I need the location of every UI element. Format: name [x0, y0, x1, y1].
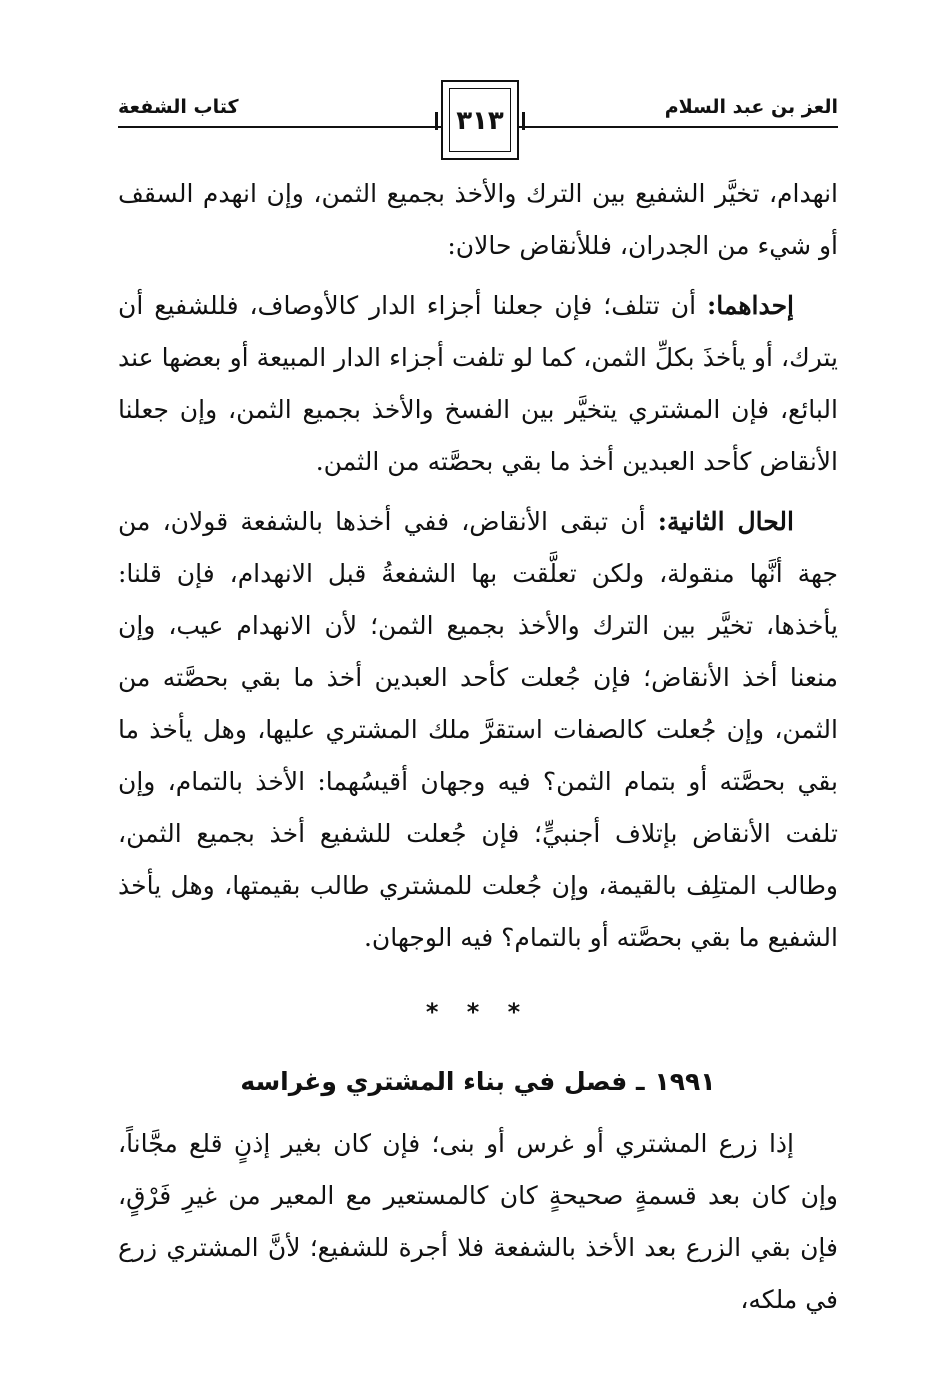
paragraph-lead: الحال الثانية: [657, 507, 794, 536]
section-heading [118, 1056, 838, 1108]
header-book-title: كتاب الشفعة [118, 96, 239, 118]
paragraph [118, 280, 838, 488]
paragraph: إذا زرع المشتري أو غرس أو بنى؛ فإن كان بغير إذنٍ قلع مجَّاناً، وإن كان بعد قسمةٍ صحيحةٍ كان كالمستعير مع المعير من غيرِ فَرْقٍ، فإن بقي الزرع بعد الأخذ بالشفعة فلا أجرة للشفيع؛ لأنَّ المشتري زرع في ملكه، [118, 1129, 838, 1314]
header-author: العز بن عبد السلام [664, 96, 838, 118]
paragraph [118, 496, 838, 964]
paragraph: انهدام، تخيَّر الشفيع بين الترك والأخذ بجميع الثمن، وإن انهدم السقف أو شيء من الجدران، فللأنقاض حالان: [118, 179, 838, 260]
page-number-frame [441, 80, 519, 160]
page-body [118, 168, 838, 1326]
paragraph-text: أن تبقى الأنقاض، ففي أخذها بالشفعة قولان، من جهة أنَّها منقولة، ولكن تعلَّقت بها الشفعةُ قبل الانهدام، فإن قلنا: يأخذها، تخيَّر بين الترك والأخذ بجميع الثمن؛ لأن الانهدام عيب، وإن منعنا أخذ الأنقاض؛ فإن جُعلت كأحد العبدين أخذ ما بقي بحصَّته من الثمن، وإن جُعلت كالصفات استقرَّ ملك المشتري عليها، وهل يأخذ ما بقي بحصَّته أو بتمام الثمن؟ فيه وجهان أقيسُهما: الأخذ بالتمام، وإن تلفت الأنقاض بإتلاف أجنبيٍّ؛ فإن جُعلت للشفيع أخذ بجميع الثمن، وطالب المتلِف بالقيمة، وإن جُعلت للمشتري طالب بقيمتها، وهل يأخذ الشفيع ما بقي بحصَّته أو بالتمام؟ فيه الوجهان. [118, 507, 838, 952]
paragraph-lead: إحداهما: [707, 291, 794, 320]
section-separator: * * * [425, 998, 531, 1026]
page-number: ٣١٣ [456, 106, 504, 136]
running-header [118, 70, 838, 160]
paragraph-text: أن تتلف؛ فإن جعلنا أجزاء الدار كالأوصاف، فللشفيع أن يترك، أو يأخذَ بكلِّ الثمن، كما لو تلفت أجزاء الدار المبيعة أو بعضها عند البائع، فإن المشتري يتخيَّر بين الفسخ والأخذ بجميع الثمن، وإن جعلنا الأنقاض كأحد العبدين أخذ ما بقي بحصَّته من الثمن. [118, 291, 838, 476]
section-title: ـ فصل في بناء المشتري وغراسه [240, 1067, 645, 1096]
section-number: ١٩٩١ [654, 1067, 716, 1096]
